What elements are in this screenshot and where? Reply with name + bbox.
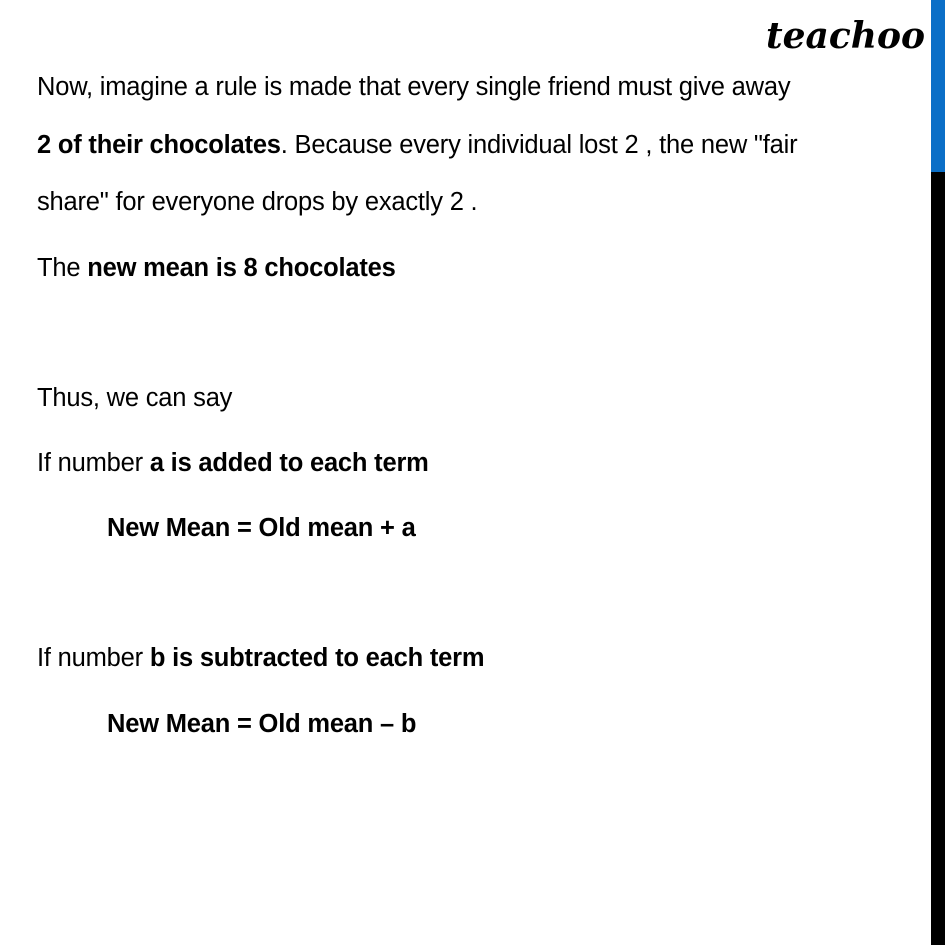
- bold-text: b is subtracted to each term: [149, 644, 485, 672]
- formula-add: [107, 511, 416, 545]
- formula-text: New Mean = Old mean – b: [107, 710, 417, 738]
- bold-text: 2 of their chocolates: [37, 131, 281, 159]
- rule-subtract-statement: [37, 641, 484, 675]
- text-line: . Because every individual lost 2 , the new "fair: [280, 131, 798, 159]
- formula-subtract: [107, 707, 416, 741]
- text-prefix: If number: [37, 449, 150, 477]
- bold-text: a is added to each term: [149, 449, 429, 477]
- thus-statement: [37, 381, 232, 415]
- text-prefix: The: [37, 254, 88, 282]
- text-prefix: If number: [37, 644, 150, 672]
- bold-text: new mean is 8 chocolates: [87, 254, 396, 282]
- teachoo-logo: teachoo: [766, 15, 925, 57]
- text-line: share" for everyone drops by exactly 2 .: [37, 188, 478, 216]
- sidebar-accent-black: [931, 172, 945, 945]
- paragraph-line-2: [37, 128, 797, 162]
- formula-text: New Mean = Old mean + a: [107, 514, 416, 542]
- new-mean-statement: [37, 251, 396, 285]
- paragraph-line-3: [37, 185, 477, 219]
- paragraph-line-1: [37, 70, 790, 104]
- rule-add-statement: [37, 446, 429, 480]
- sidebar-accent-blue: [931, 0, 945, 172]
- text-line: Thus, we can say: [37, 384, 233, 412]
- text-line: Now, imagine a rule is made that every single friend must give away: [37, 73, 791, 101]
